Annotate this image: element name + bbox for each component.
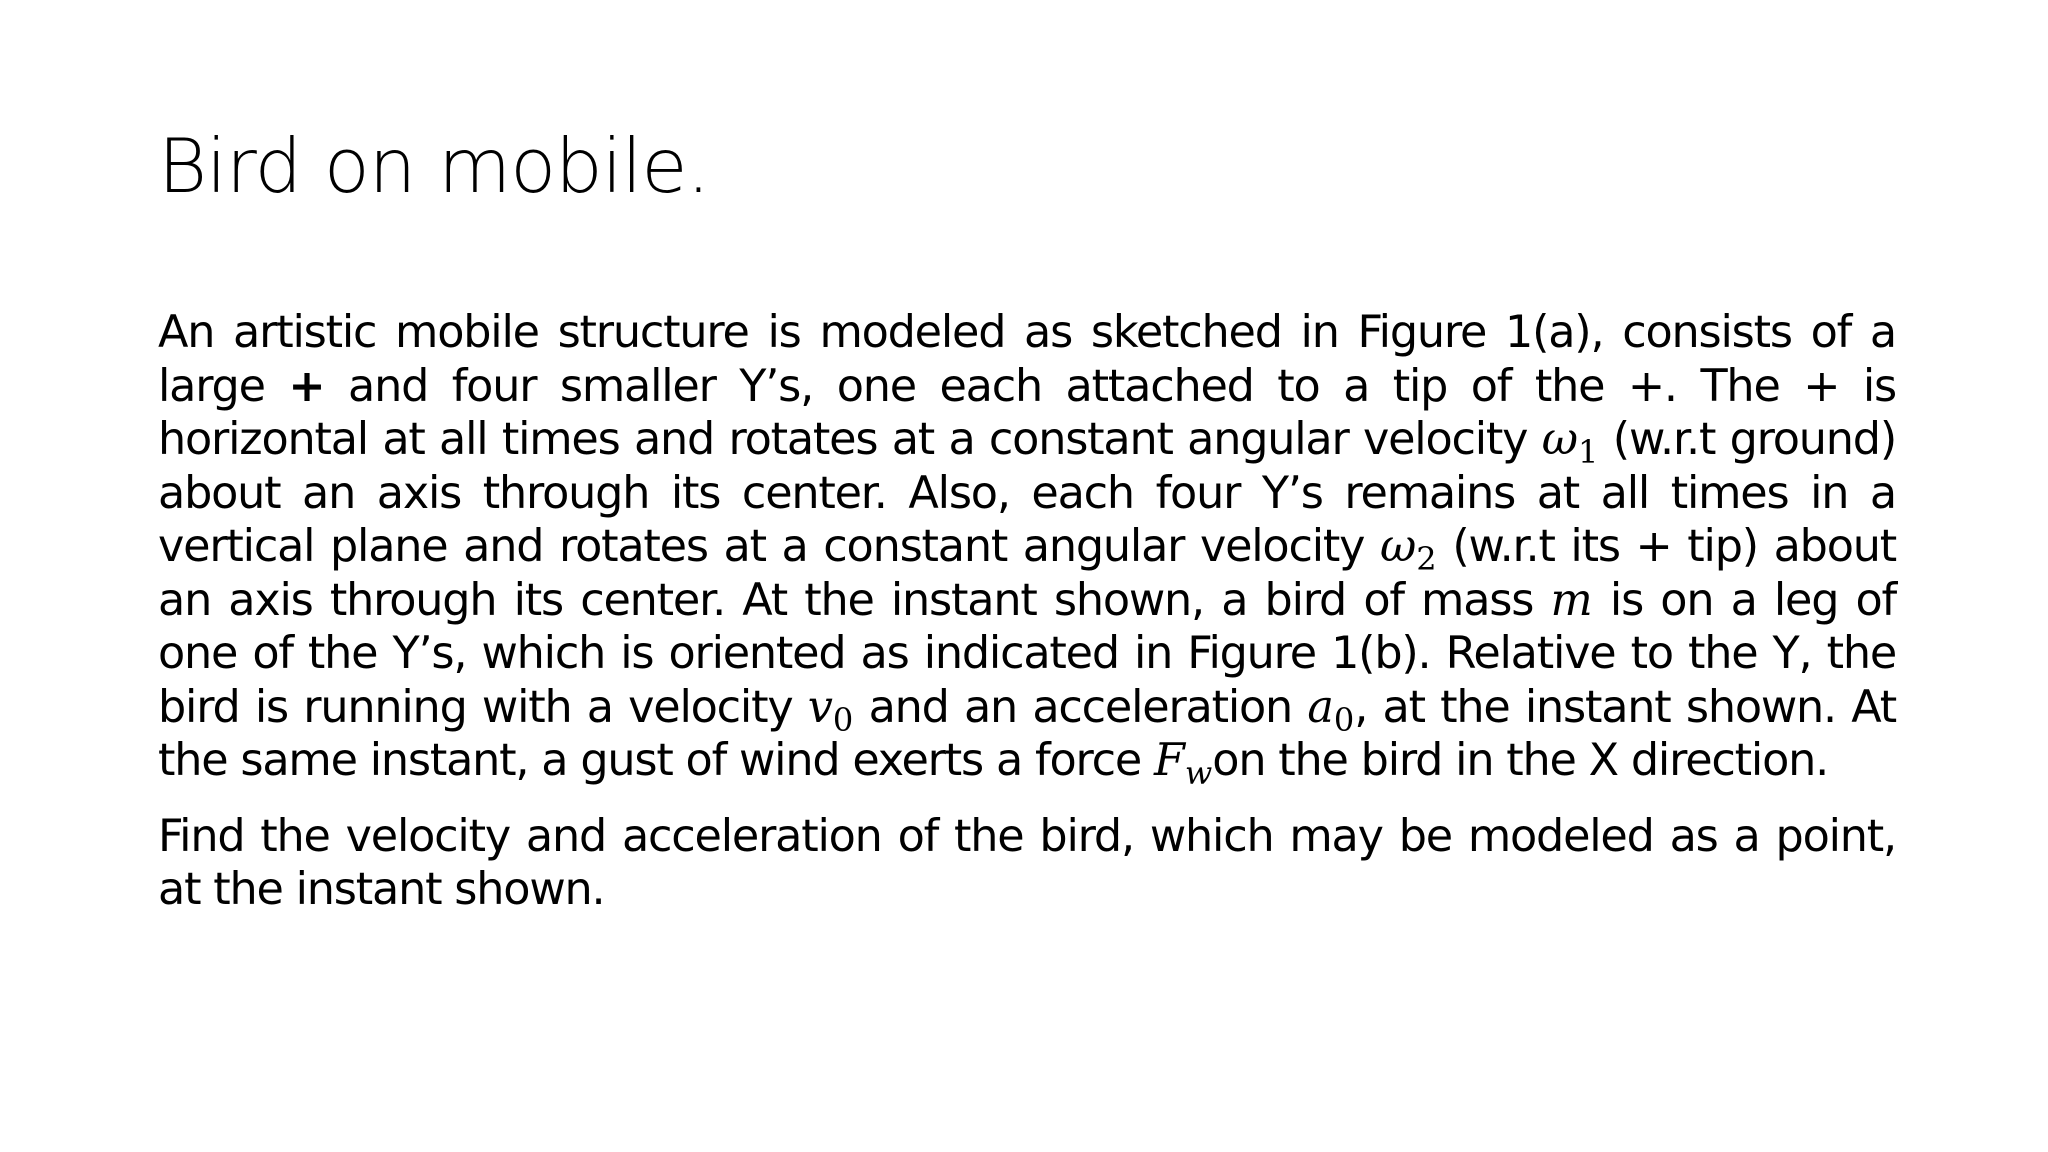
text-segment: An artistic mobile structure is modeled as sketched in Figure 1(a), consists of a large <box>158 307 1896 412</box>
text-segment: on the bird in the X direction. <box>1212 735 1829 786</box>
slide-body <box>158 306 1896 917</box>
a0-subscript: 0 <box>1333 700 1355 739</box>
text-segment: (w.r.t ground) about an axis through its center. Also, each four Y’s remains at all times in a vertical plane and rotates at a constant angular velocity <box>158 414 1896 572</box>
velocity-v0-symbol <box>807 681 854 739</box>
text-segment: and four smaller Y’s, one each attached to a tip of the +. The + is horizontal at all times and rotates at a constant angular velocity <box>158 360 1896 465</box>
omega2-symbol <box>1379 521 1437 578</box>
v0-subscript: 0 <box>832 700 854 739</box>
text-segment: (w.r.t its + tip) about an axis through its center. At the instant shown, a bird of mass <box>158 521 1896 626</box>
question-paragraph: Find the velocity and acceleration of the bird, which may be modeled as a point, at the instant shown. <box>158 810 1896 915</box>
slide-title: Bird on mobile. <box>158 122 710 210</box>
omega2-subscript: 2 <box>1416 539 1437 578</box>
acceleration-a0-symbol <box>1307 681 1355 739</box>
plus-symbol: + <box>288 360 325 412</box>
omega1-symbol <box>1541 414 1599 471</box>
fw-subscript: w <box>1184 753 1213 792</box>
mass-symbol: m <box>1550 574 1593 626</box>
text-segment: and an acceleration <box>853 681 1308 733</box>
fw-base: F <box>1153 735 1185 786</box>
omega2-base: ω <box>1379 521 1417 572</box>
problem-statement-paragraph <box>158 306 1896 792</box>
a0-base: a <box>1307 681 1334 733</box>
text-segment: is on a leg of one of the Y’s, which is oriented as indicated in Figure 1(b). Relative to the Y, the bird is running with a velocity <box>158 574 1896 733</box>
v0-base: v <box>807 681 833 733</box>
omega1-base: ω <box>1541 414 1578 465</box>
text-segment: , at the instant shown. At the same instant, a gust of wind exerts a force <box>158 681 1896 786</box>
omega1-subscript: 1 <box>1578 432 1599 471</box>
force-fw-symbol <box>1153 735 1213 792</box>
